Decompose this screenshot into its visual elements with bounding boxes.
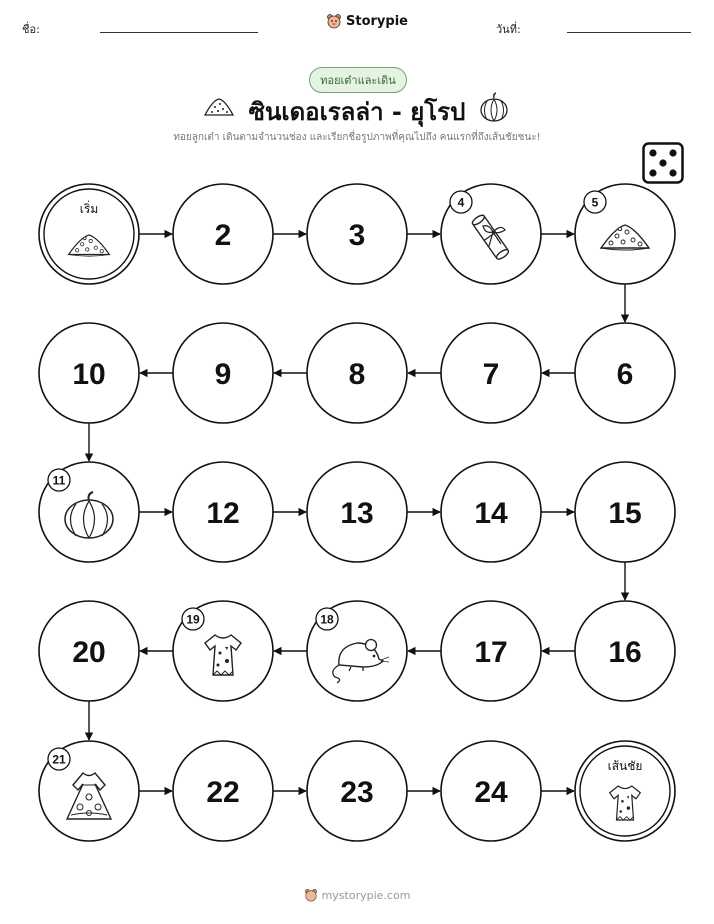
footer [0, 888, 714, 902]
cell-number: 14 [474, 497, 508, 530]
name-label: ชื่อ: [22, 23, 40, 36]
board-cell-21[interactable] [39, 741, 139, 841]
board-cell-24[interactable] [441, 741, 541, 841]
board-cell-25[interactable] [575, 741, 675, 841]
board-cell-22[interactable] [173, 741, 273, 841]
board-cell-6[interactable] [575, 323, 675, 423]
footer-site[interactable]: mystorypie.com [321, 888, 411, 902]
board-cell-15[interactable] [575, 462, 675, 562]
cell-number: 9 [214, 358, 232, 391]
board-cell-18[interactable] [307, 601, 407, 701]
board-cell-9[interactable] [173, 323, 273, 423]
cell-number: 6 [616, 358, 634, 391]
date-label: วันที่: [496, 23, 521, 36]
board-cell-7[interactable] [441, 323, 541, 423]
cell-number: 8 [348, 358, 366, 391]
cell-number: 21 [52, 752, 66, 767]
instructions: ทอยลูกเต๋า เดินตามจำนวนช่อง และเรียกชื่อรูปภาพที่คุณไปถึง คนแรกที่ถึงเส้นชัยชนะ! [173, 132, 541, 143]
cell-number: 17 [474, 636, 508, 669]
logo-text: Storypie [346, 13, 408, 29]
cell-number: 19 [186, 612, 200, 627]
page-title: ซินเดอเรลล่า - ยุโรป [248, 98, 466, 126]
board-cell-16[interactable] [575, 601, 675, 701]
board-cell-2[interactable] [173, 184, 273, 284]
cell-number: 3 [348, 219, 366, 252]
board-cell-20[interactable] [39, 601, 139, 701]
finish-label: เส้นชัย [607, 759, 643, 773]
storypie-bear-icon [304, 888, 318, 902]
cell-number: 16 [608, 636, 642, 669]
cell-number: 13 [340, 497, 374, 530]
board-cell-19[interactable] [173, 601, 273, 701]
cell-number: 22 [206, 776, 240, 809]
board-cell-3[interactable] [307, 184, 407, 284]
cell-number: 7 [482, 358, 500, 391]
board-cell-4[interactable] [441, 184, 541, 284]
board-cell-23[interactable] [307, 741, 407, 841]
cell-number: 4 [457, 195, 465, 210]
cell-number: 23 [340, 776, 374, 809]
game-type-badge: ทอยเต๋าและเดิน [309, 67, 407, 93]
cell-number: 10 [72, 358, 106, 391]
board-cell-8[interactable] [307, 323, 407, 423]
cell-number: 15 [608, 497, 642, 530]
board-cell-17[interactable] [441, 601, 541, 701]
board-cell-11[interactable] [39, 462, 139, 562]
board-cell-1[interactable] [39, 184, 139, 284]
cell-number: 20 [72, 636, 106, 669]
cell-number: 11 [52, 473, 66, 488]
board-cell-14[interactable] [441, 462, 541, 562]
cell-number: 5 [591, 195, 599, 210]
cell-circle [39, 184, 139, 284]
cell-number: 18 [320, 612, 334, 627]
board-cell-12[interactable] [173, 462, 273, 562]
board-cell-5[interactable] [575, 184, 675, 284]
cell-number: 2 [214, 219, 232, 252]
cell-number: 24 [474, 776, 508, 809]
board-cell-10[interactable] [39, 323, 139, 423]
cell-number: 12 [206, 497, 240, 530]
start-label: เริ่ม [79, 202, 99, 216]
board-cell-13[interactable] [307, 462, 407, 562]
